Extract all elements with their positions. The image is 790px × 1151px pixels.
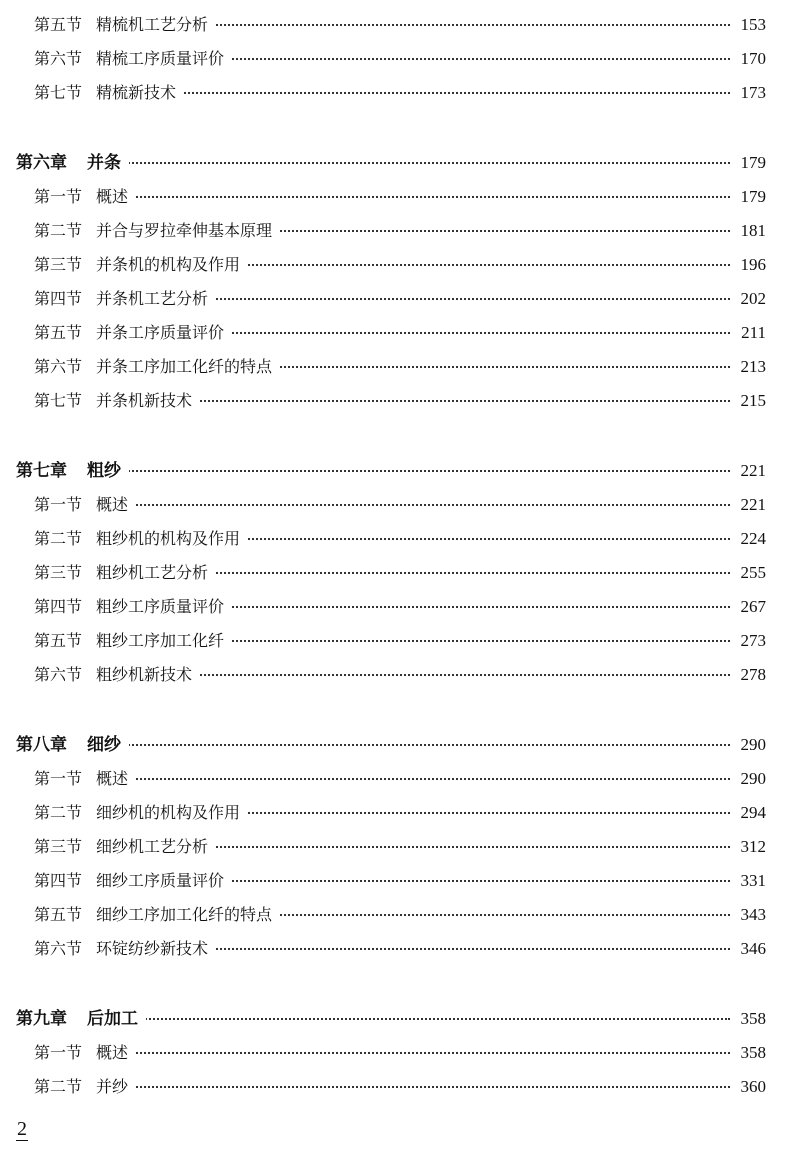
section-number: 第四节 <box>34 597 83 616</box>
toc-section-row[interactable] <box>0 182 790 212</box>
toc-entry-label <box>34 10 216 40</box>
toc-entry-label <box>34 558 216 588</box>
section-number: 第一节 <box>34 1043 83 1062</box>
page-ref: 358 <box>735 1004 767 1034</box>
section-number: 第四节 <box>34 289 83 308</box>
toc-entry-label <box>34 44 232 74</box>
section-number: 第六节 <box>34 357 83 376</box>
leader-dots <box>276 914 730 916</box>
toc-section-row[interactable] <box>0 250 790 280</box>
page-ref: 343 <box>735 900 767 930</box>
section-title: 概述 <box>96 1043 129 1062</box>
toc-chapter-row[interactable] <box>0 1004 790 1034</box>
section-title: 精梳机工艺分析 <box>96 15 209 34</box>
toc-entry-label <box>34 216 280 246</box>
toc-chapter-row[interactable] <box>0 148 790 178</box>
toc-entry-label <box>34 284 216 314</box>
page-number: 2 <box>17 1118 27 1140</box>
section-number: 第三节 <box>34 563 83 582</box>
section-number: 第五节 <box>34 323 83 342</box>
toc-section-row[interactable] <box>0 592 790 622</box>
toc-entry-label <box>16 1004 146 1034</box>
leader-dots <box>125 162 730 164</box>
leader-dots <box>228 58 730 60</box>
toc-section-row[interactable] <box>0 386 790 416</box>
toc-section-row[interactable] <box>0 764 790 794</box>
section-title: 精梳工序质量评价 <box>96 49 225 68</box>
page-ref: 179 <box>735 148 767 178</box>
section-number: 第一节 <box>34 495 83 514</box>
leader-dots <box>132 1052 730 1054</box>
toc-entry-label <box>16 730 129 760</box>
toc-entry-label <box>34 250 248 280</box>
section-number: 第五节 <box>34 15 83 34</box>
section-title: 概述 <box>96 769 129 788</box>
page-ref: 181 <box>735 216 767 246</box>
section-title: 细纱机工艺分析 <box>96 837 209 856</box>
section-number: 第五节 <box>34 631 83 650</box>
toc-entry-label <box>16 456 129 486</box>
page-ref: 255 <box>735 558 767 588</box>
page-ref: 278 <box>735 660 767 690</box>
page-ref: 221 <box>735 456 767 486</box>
section-title: 细纱工序质量评价 <box>96 871 225 890</box>
page-ref: 202 <box>735 284 767 314</box>
section-number: 第二节 <box>34 529 83 548</box>
section-title: 并条机的机构及作用 <box>96 255 241 274</box>
section-title: 细纱机的机构及作用 <box>96 803 241 822</box>
leader-dots <box>228 880 730 882</box>
leader-dots <box>132 778 730 780</box>
leader-dots <box>228 640 730 642</box>
toc-section-row[interactable] <box>0 78 790 108</box>
section-number: 第五节 <box>34 905 83 924</box>
toc-section-row[interactable] <box>0 524 790 554</box>
page-ref: 312 <box>735 832 767 862</box>
toc-entry-label <box>34 1038 136 1068</box>
toc-chapter-row[interactable] <box>0 730 790 760</box>
toc-entry-label <box>34 798 248 828</box>
page-ref: 267 <box>735 592 767 622</box>
page-ref: 221 <box>735 490 767 520</box>
page-ref: 331 <box>735 866 767 896</box>
toc-section-row[interactable] <box>0 558 790 588</box>
section-title: 概述 <box>96 495 129 514</box>
toc-section-row[interactable] <box>0 216 790 246</box>
section-title: 细纱工序加工化纤的特点 <box>96 905 273 924</box>
section-title: 并条机新技术 <box>96 391 193 410</box>
toc-entry-label <box>34 592 232 622</box>
section-number: 第三节 <box>34 837 83 856</box>
toc-section-row[interactable] <box>0 1072 790 1102</box>
leader-dots <box>244 264 730 266</box>
toc-section-row[interactable] <box>0 866 790 896</box>
page-ref: 294 <box>735 798 767 828</box>
page-ref: 360 <box>735 1072 767 1102</box>
toc-entry-label <box>34 934 216 964</box>
leader-dots <box>244 812 730 814</box>
leader-dots <box>196 400 730 402</box>
leader-dots <box>244 538 730 540</box>
leader-dots <box>132 504 730 506</box>
section-number: 第七节 <box>34 83 83 102</box>
section-title: 并合与罗拉牵伸基本原理 <box>96 221 273 240</box>
page-ref: 346 <box>735 934 767 964</box>
toc-section-row[interactable] <box>0 626 790 656</box>
section-number: 第三节 <box>34 255 83 274</box>
leader-dots <box>196 674 730 676</box>
leader-dots <box>132 1086 730 1088</box>
toc-entry-label <box>34 78 184 108</box>
section-number: 第六节 <box>34 665 83 684</box>
section-number: 第六节 <box>34 939 83 958</box>
section-number: 第六节 <box>34 49 83 68</box>
section-title: 粗纱工序质量评价 <box>96 597 225 616</box>
section-number: 第一节 <box>34 187 83 206</box>
toc-chapter-row[interactable] <box>0 456 790 486</box>
toc-entry-label <box>34 352 280 382</box>
toc-entry-label <box>34 318 232 348</box>
page-ref: 153 <box>735 10 767 40</box>
page-ref: 213 <box>735 352 767 382</box>
leader-dots <box>180 92 730 94</box>
toc-section-row[interactable] <box>0 798 790 828</box>
chapter-number: 第八章 <box>16 735 67 755</box>
chapter-number: 第九章 <box>16 1009 67 1029</box>
toc-section-row[interactable] <box>0 10 790 40</box>
section-title: 精梳新技术 <box>96 83 177 102</box>
leader-dots <box>212 948 730 950</box>
toc-entry-label <box>34 524 248 554</box>
leader-dots <box>228 606 730 608</box>
section-number: 第一节 <box>34 769 83 788</box>
toc-entry-label <box>16 148 129 178</box>
toc-section-row[interactable] <box>0 284 790 314</box>
toc-section-row[interactable] <box>0 352 790 382</box>
section-title: 粗纱机工艺分析 <box>96 563 209 582</box>
section-title: 概述 <box>96 187 129 206</box>
section-title: 粗纱工序加工化纤 <box>96 631 225 650</box>
page-ref: 290 <box>735 764 767 794</box>
toc-entry-label <box>34 866 232 896</box>
section-title: 并条工序质量评价 <box>96 323 225 342</box>
toc-section-row[interactable] <box>0 44 790 74</box>
toc-section-row[interactable] <box>0 934 790 964</box>
toc-entry-label <box>34 660 200 690</box>
chapter-title: 并条 <box>87 153 121 173</box>
section-title: 并纱 <box>96 1077 129 1096</box>
section-title: 环锭纺纱新技术 <box>96 939 209 958</box>
page-ref: 290 <box>735 730 767 760</box>
chapter-number: 第六章 <box>16 153 67 173</box>
toc-entry-label <box>34 832 216 862</box>
leader-dots <box>132 196 730 198</box>
leader-dots <box>212 846 730 848</box>
page-ref: 224 <box>735 524 767 554</box>
leader-dots <box>228 332 730 334</box>
section-title: 粗纱机的机构及作用 <box>96 529 241 548</box>
toc-section-row[interactable] <box>0 1038 790 1068</box>
chapter-title: 粗纱 <box>87 461 121 481</box>
toc-section-row[interactable] <box>0 832 790 862</box>
toc-section-row[interactable] <box>0 490 790 520</box>
leader-dots <box>142 1018 730 1020</box>
chapter-title: 细纱 <box>87 735 121 755</box>
chapter-number: 第七章 <box>16 461 67 481</box>
page-ref: 196 <box>735 250 767 280</box>
page-ref: 179 <box>735 182 767 212</box>
toc-entry-label <box>34 182 136 212</box>
section-number: 第二节 <box>34 1077 83 1096</box>
section-number: 第四节 <box>34 871 83 890</box>
page-ref: 211 <box>735 318 766 348</box>
page-ref: 273 <box>735 626 767 656</box>
section-number: 第二节 <box>34 803 83 822</box>
section-number: 第二节 <box>34 221 83 240</box>
toc-entry-label <box>34 900 280 930</box>
leader-dots <box>212 572 730 574</box>
toc-section-row[interactable] <box>0 318 790 348</box>
toc-entry-label <box>34 626 232 656</box>
section-number: 第七节 <box>34 391 83 410</box>
section-title: 并条机工艺分析 <box>96 289 209 308</box>
toc-section-row[interactable] <box>0 660 790 690</box>
toc-entry-label <box>34 1072 136 1102</box>
leader-dots <box>212 298 730 300</box>
leader-dots <box>125 470 730 472</box>
chapter-title: 后加工 <box>87 1009 138 1029</box>
toc-entry-label <box>34 490 136 520</box>
section-title: 粗纱机新技术 <box>96 665 193 684</box>
toc-entry-label <box>34 764 136 794</box>
page-ref: 173 <box>735 78 767 108</box>
toc-entry-label <box>34 386 200 416</box>
toc-section-row[interactable] <box>0 900 790 930</box>
page-ref: 215 <box>735 386 767 416</box>
leader-dots <box>125 744 730 746</box>
page-ref: 358 <box>735 1038 767 1068</box>
leader-dots <box>276 366 730 368</box>
leader-dots <box>212 24 730 26</box>
section-title: 并条工序加工化纤的特点 <box>96 357 273 376</box>
leader-dots <box>276 230 730 232</box>
page-ref: 170 <box>735 44 767 74</box>
